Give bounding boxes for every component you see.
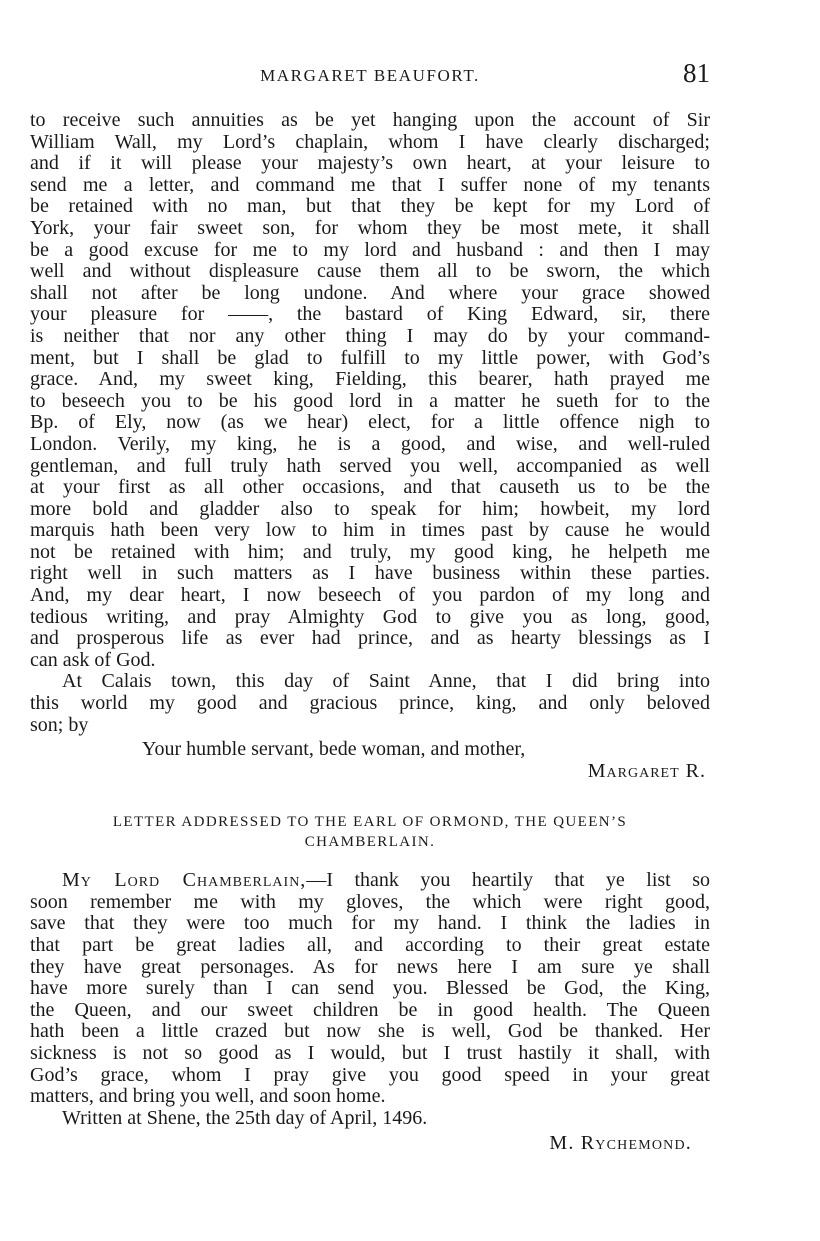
text-line: be retained with no man, but that they be kept for my Lord of [30,195,710,218]
text-line: that part be great ladies all, and according to their great estate [30,934,710,956]
text-line: be a good excuse for me to my lord and husband : and then I may [30,238,710,261]
text-line: And, my dear heart, I now beseech of you pardon of my long and [30,584,710,607]
closing-block [30,738,710,782]
book-page [30,58,710,1155]
text-line: have more surely than I can send you. Blessed be God, the King, [30,977,710,1000]
text-line: shall not after be long undone. And where your grace showed [30,281,710,304]
text-line: gentleman, and full truly hath served you well, accompanied as well [30,454,710,477]
text-line: right well in such matters as I have business within these parties. [30,562,710,585]
text-run: —I thank you heartily that ye list so [306,869,710,892]
text-line: sickness is not so good as I would, but I trust hastily it shall, with [30,1041,710,1064]
dateline: Written at Shene, the 25th day of April, 1496. [62,1106,428,1129]
text-line: they have great personages. As for news here I am sure ye shall [30,955,710,978]
dateline: At Calais town, this day of Saint Anne, that I did bring into [62,670,710,693]
text-line: York, your fair sweet son, for whom they be most mete, it shall [30,216,710,239]
text-line: save that they were too much for my hand. I think the ladies in [30,912,710,935]
section-heading-line: CHAMBERLAIN. [304,834,436,851]
salutation: My Lord Chamberlain, [62,869,307,892]
text-line: grace. And, my sweet king, Fielding, this bearer, hath prayed me [30,368,710,391]
text-line: and prosperous life as ever had prince, and as hearty blessings as I [30,627,710,650]
letter-to-chamberlain [30,870,710,1155]
text-line: not be retained with him; and truly, my good king, he helpeth me [30,540,710,563]
signature: M. Rychemond. [549,1132,692,1155]
text-line: ment, but I shall be glad to fulfill to my little power, with God’s [30,346,710,369]
text-line: more bold and gladder also to speak for him; howbeit, my lord [30,497,710,520]
text-line: William Wall, my Lord’s chaplain, whom I have clearly discharged; [30,130,710,153]
closing-line: Your humble servant, bede woman, and mother, [142,738,526,761]
text-line: marquis hath been very low to him in times past by cause he would [30,519,710,542]
text-line: the Queen, and our sweet children be in good health. The Queen [30,998,710,1021]
text-line: to receive such annuities as be yet hanging upon the account of Sir [30,109,710,131]
signature: Margaret R. [587,760,706,783]
text-line: tedious writing, and pray Almighty God to give you as long, good, [30,605,710,628]
text-line: send me a letter, and command me that I suffer none of my tenants [30,173,710,196]
text-line: Bp. of Ely, now (as we hear) elect, for a little offence nigh to [30,411,710,434]
page-number: 81 [683,58,710,88]
text-line: and if it will please your majesty’s own heart, at your leisure to [30,152,710,175]
section-heading-line: LETTER ADDRESSED TO THE EARL OF ORMOND, THE QUEEN’S [112,814,628,831]
text-line [30,870,710,892]
section-heading [30,812,710,852]
text-line: at your first as all other occasions, and that causeth us to be the [30,476,710,499]
text-line: matters, and bring you well, and soon home. [30,1085,386,1108]
dateline: this world my good and gracious prince, king, and only beloved [30,692,710,715]
text-line: your pleasure for ——, the bastard of King Edward, sir, there [30,303,710,326]
letter-to-king [30,110,710,782]
text-line: well and without displeasure cause them all to be sworn, the which [30,260,710,283]
text-line: to beseech you to be his good lord in a matter he sueth for to the [30,389,710,412]
text-line: London. Verily, my king, he is a good, and wise, and well-ruled [30,432,710,455]
page-header [30,58,710,92]
text-line: is neither that nor any other thing I may do by your command- [30,324,710,347]
text-line: soon remember me with my gloves, the which were right good, [30,890,710,913]
text-line: can ask of God. [30,648,156,671]
text-line: hath been a little crazed but now she is well, God be thanked. Her [30,1020,710,1043]
dateline: son; by [30,713,89,736]
running-head: MARGARET BEAUFORT. [260,66,480,85]
text-line: God’s grace, whom I pray give you good speed in your great [30,1063,710,1086]
